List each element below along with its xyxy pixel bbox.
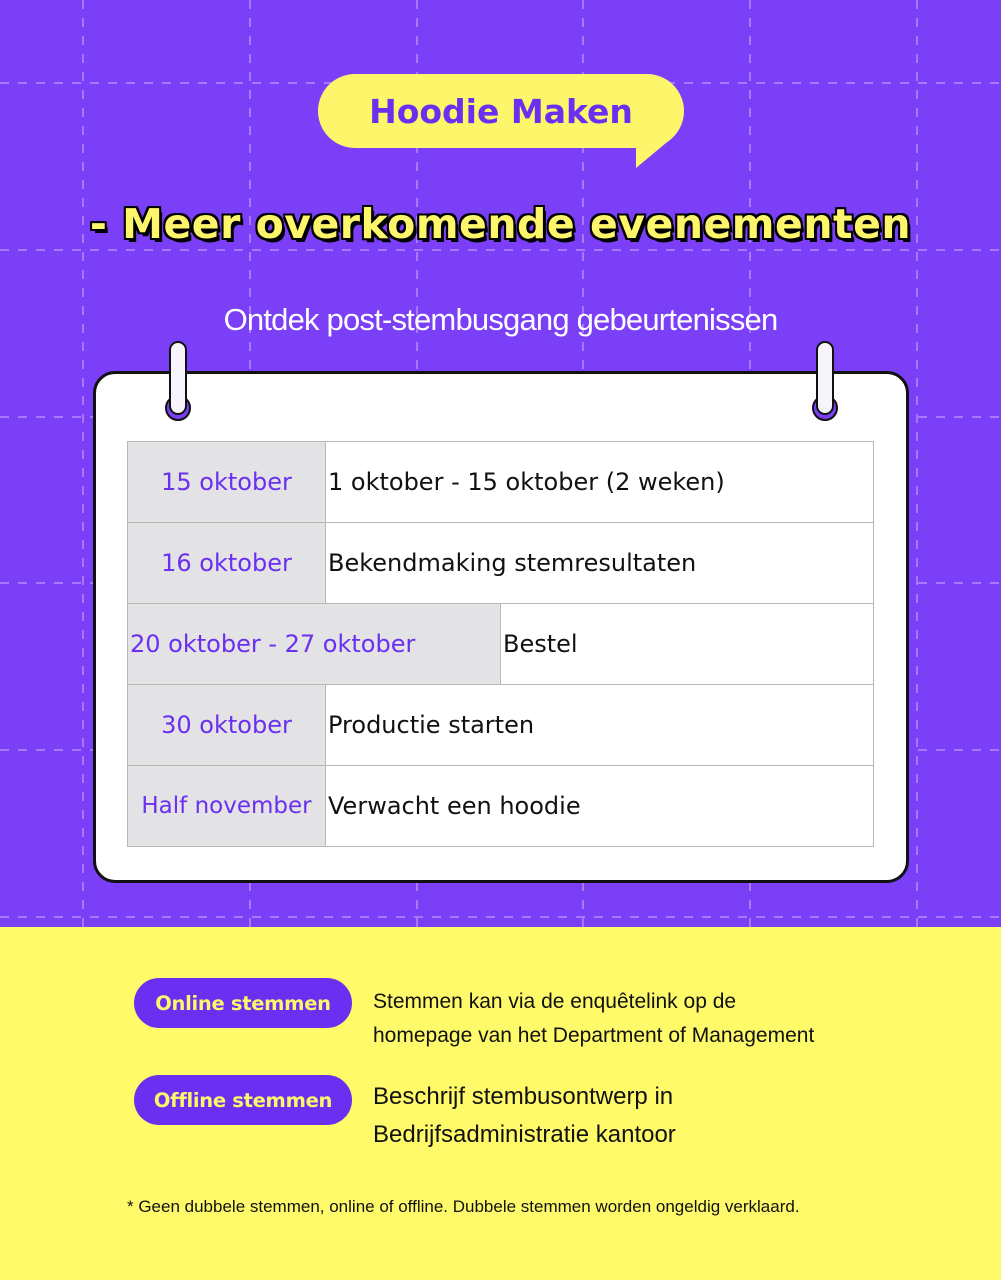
schedule-event: Verwacht een hoodie — [326, 766, 874, 847]
speech-bubble-tail — [636, 138, 672, 168]
online-voting-badge: Online stemmen — [134, 978, 352, 1028]
table-row — [128, 604, 874, 685]
online-voting-line-2: homepage van het Department of Management — [373, 1024, 815, 1047]
table-row — [128, 685, 874, 766]
schedule-date: 30 oktober — [128, 685, 326, 766]
speech-bubble — [318, 74, 684, 148]
schedule-date: 15 oktober — [128, 442, 326, 523]
ring-bar — [169, 341, 187, 415]
offline-voting-line-2: Bedrijfsadministratie kantoor — [373, 1121, 676, 1148]
calendar-ring-left-icon — [167, 341, 189, 419]
page-title: - Meer overkomende evenementen — [89, 200, 912, 248]
online-voting-line-1: Stemmen kan via de enquêtelink op de — [373, 990, 737, 1013]
footnote: * Geen dubbele stemmen, online of offline. Dubbele stemmen worden ongeldig verklaard. — [127, 1197, 800, 1216]
offline-voting-description — [373, 1078, 676, 1154]
schedule-date: 16 oktober — [128, 523, 326, 604]
schedule-date: 20 oktober - 27 oktober — [128, 604, 501, 685]
offline-voting-badge: Offline stemmen — [134, 1075, 352, 1125]
table-row — [128, 523, 874, 604]
schedule-event: 1 oktober - 15 oktober (2 weken) — [326, 442, 874, 523]
schedule-date: Half november — [128, 766, 326, 847]
bubble-title: Hoodie Maken — [369, 91, 633, 131]
schedule-table — [127, 441, 874, 847]
schedule-event: Bekendmaking stemresultaten — [326, 523, 874, 604]
table-row — [128, 766, 874, 847]
online-voting-description — [373, 985, 814, 1053]
page-subtitle: Ontdek post-stembusgang gebeurtenissen — [223, 302, 778, 337]
schedule-event: Productie starten — [326, 685, 874, 766]
offline-voting-line-1: Beschrijf stembusontwerp in — [373, 1083, 674, 1110]
table-row — [128, 442, 874, 523]
calendar-ring-right-icon — [814, 341, 836, 419]
ring-bar — [816, 341, 834, 415]
schedule-event: Bestel — [501, 604, 874, 685]
